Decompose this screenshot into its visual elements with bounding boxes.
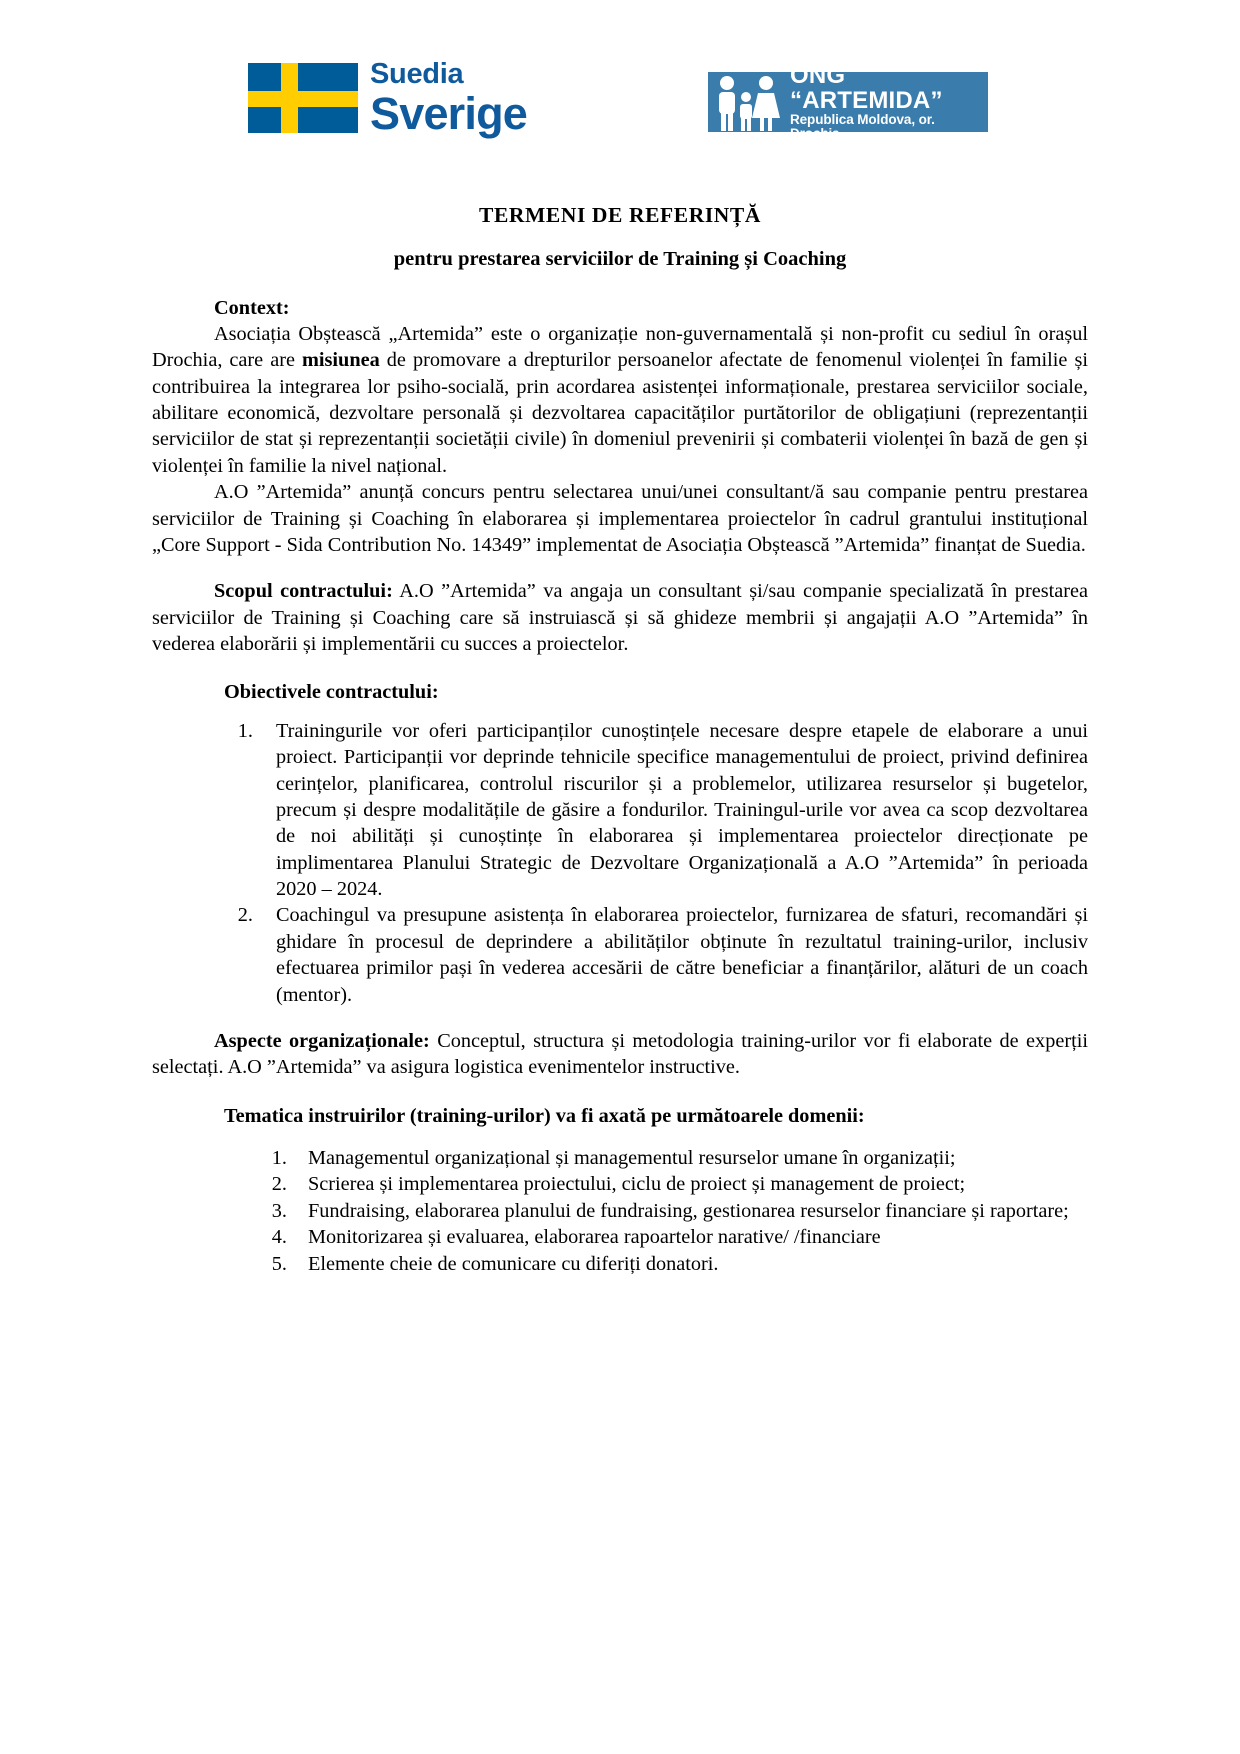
heading-tematica: Tematica instruirilor (training-urilor) va fi axată pe următoarele domenii: xyxy=(224,1104,865,1127)
artemida-logo-subtitle: Republica Moldova, or. Drochia xyxy=(790,112,935,142)
paragraph-context-1 xyxy=(152,321,1088,479)
heading-obiective: Obiectivele contractului: xyxy=(224,681,439,704)
tematica-list xyxy=(152,1145,1088,1277)
document-subtitle: pentru prestarea serviciilor de Training și Coaching xyxy=(393,247,847,270)
list-item: 2. Coachingul va presupune asistența în elaborarea proiectelor, furnizarea de sfaturi, recomandări și ghidare în procesul de deprindere a abilităților obținute în rezultatul training-urilor, inclusiv efectuarea primilor pași în vederea accesării de către beneficiar a finanțărilor, alături de un coach (mentor). xyxy=(258,902,1088,1008)
list-item: 3. Fundraising, elaborarea planului de fundraising, gestionarea resurselor financiare și raportare; xyxy=(292,1198,1088,1224)
paragraph-aspecte xyxy=(152,1028,1088,1081)
label-scopul-contractului: Scopul contractului: xyxy=(214,580,393,603)
context-text-a: Asociația Obștească „Artemida” este o organizație non-guvernamentală și non-profit cu sediul în orașul Drochia, care are xyxy=(152,322,1088,372)
paragraph-scop xyxy=(152,578,1088,657)
logo-header xyxy=(0,0,1240,150)
family-group-icon xyxy=(712,73,786,131)
document-title: TERMENI DE REFERINȚĂ xyxy=(479,203,761,227)
sweden-logo-text xyxy=(370,58,527,139)
document-body xyxy=(0,202,1240,1277)
scop-text: A.O ”Artemida” va angaja un consultant și/sau companie specializată în prestarea serviciilor de Training și Coaching care să instruiască și să ghideze membrii și angajații A.O ”Artemida” în vederea elaborării și implementării cu succes a proiectelor. xyxy=(152,580,1088,656)
list-item: 1. Trainingurile vor oferi participanților cunoștințele necesare despre etapele de elaborare a unui proiect. Participanții vor deprinde tehnicile specifice managementului de proiect, privind definirea cerințelor, planificarea, controlul riscurilor și a problemelor, utilizarea resurselor și bugetelor, precum și despre modalitățile de găsire a fondurilor. Trainingul-urile vor avea ca scop dezvoltarea de noi abilități și cunoștințe în elaborarea și implementarea proiectelor direcționate pe implimentarea Planului Strategic de Dezvoltare Organizațională a A.O ”Artemida” în perioada 2020 – 2024. xyxy=(258,718,1088,903)
context-text-b: de promovare a drepturilor persoanelor afectate de fenomenul violenței în familie și contribuirea la integrarea lor psiho-socială, prin acordarea asistenței informaționale, prestarea serviciilor sociale, abilitare economică, dezvoltare personală și dezvoltarea capacităților purtătorilor de obligațiuni (reprezentanții serviciilor de stat și reprezentanții societății civile) în domeniul prevenirii și combaterii violenței în bază de gen și violenței în familie la nivel național. xyxy=(152,349,1088,477)
artemida-logo xyxy=(708,61,988,142)
list-item: 5. Elemente cheie de comunicare cu diferiți donatori. xyxy=(292,1251,1088,1277)
list-item: 2. Scrierea și implementarea proiectului, ciclu de proiect și management de proiect; xyxy=(292,1171,1088,1197)
swedish-flag-icon xyxy=(248,63,358,133)
artemida-logo-text xyxy=(790,63,984,142)
heading-context: Context: xyxy=(214,296,290,319)
objectives-list xyxy=(152,718,1088,1008)
label-aspecte-organizationale: Aspecte organizaționale: xyxy=(214,1029,430,1052)
aspecte-text: Conceptul, structura și metodologia training-urilor vor fi elaborate de experții selectați. A.O ”Artemida” va asigura logistica evenimentelor instructive. xyxy=(152,1029,1088,1079)
sweden-logo xyxy=(248,58,527,139)
list-item: 4. Monitorizarea și evaluarea, elaborarea rapoartelor narative/ /financiare xyxy=(292,1224,1088,1250)
list-item: 1. Managementul organizațional și managementul resurselor umane în organizații; xyxy=(292,1145,1088,1171)
artemida-logo-name: ONG “ARTEMIDA” xyxy=(790,61,943,114)
sweden-logo-line2: Sverige xyxy=(370,88,527,139)
context-bold-misiunea: misiunea xyxy=(301,349,380,372)
sweden-logo-line1: Suedia xyxy=(370,58,464,90)
paragraph-context-2: A.O ”Artemida” anunță concurs pentru selectarea unui/unei consultant/ă sau companie pentru prestarea serviciilor de Training și Coaching în elaborarea și implementarea proiectelor în cadrul grantului instituțional „Core Support - Sida Contribution No. 14349” implementat de Asociația Obștească ”Artemida” finanțat de Suedia. xyxy=(152,481,1088,556)
